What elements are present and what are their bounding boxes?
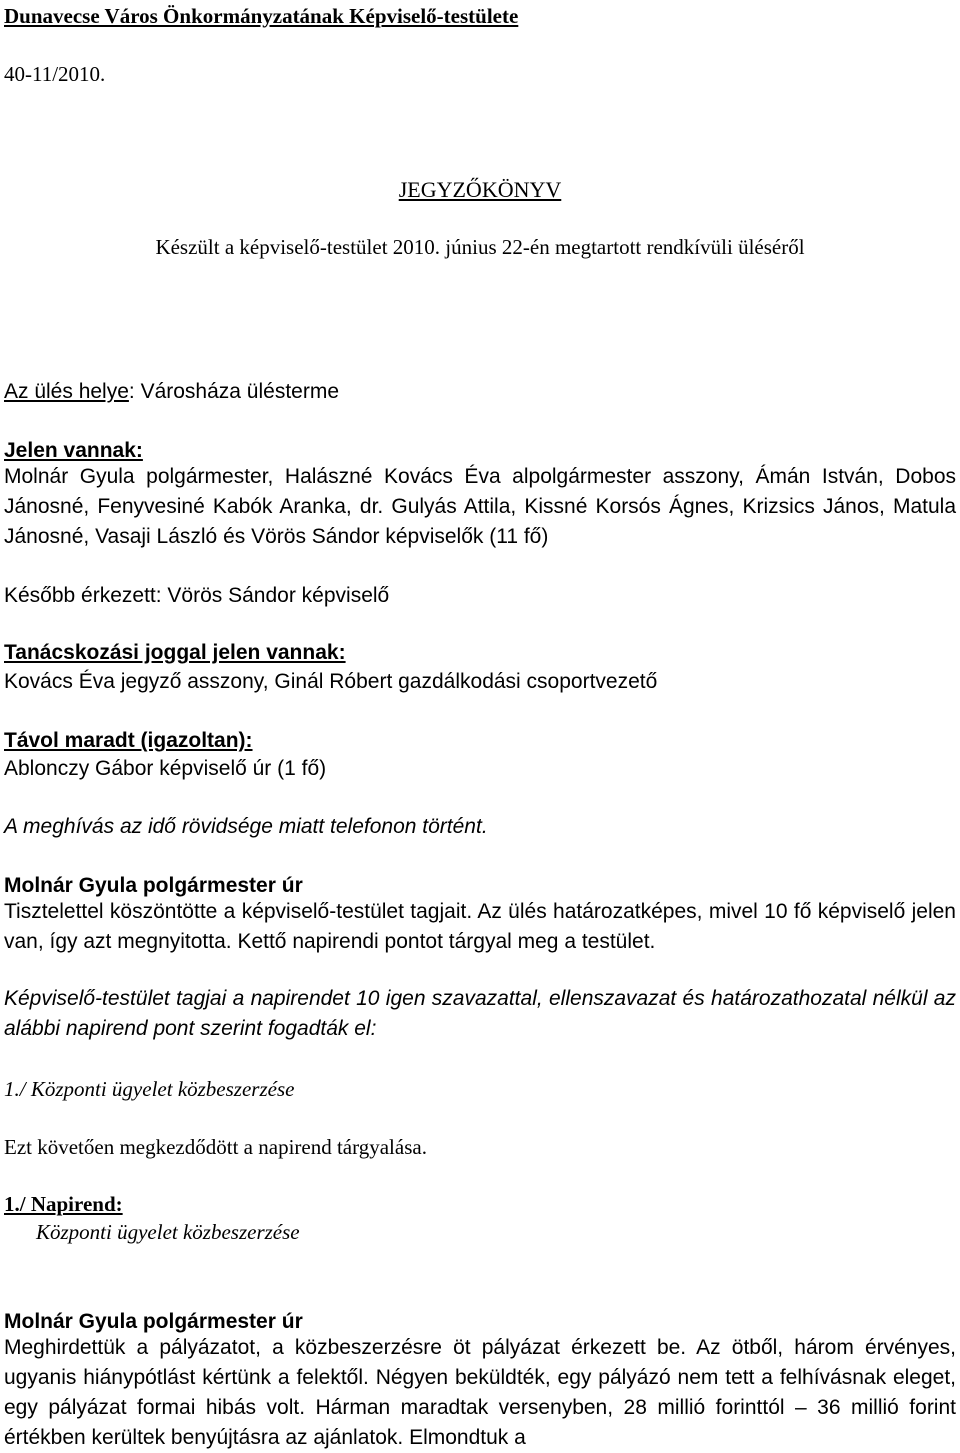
speech2-text: Meghirdettük a pályázatot, a közbeszerzésre öt pályázat érkezett be. Az ötből, három érvényes, ugyanis hiánypótlást kértünk a felektől. Négyen beküldték, egy pályázó nem tett a felhívásnak eleget, egy pályázat formai hibás volt. Hárman maradtak versenyben, 28 millió forinttól – 36 millió forint értékben kerültek benyújtásra az ajánlatok. Elmondtuk a: [4, 1336, 956, 1449]
agenda-start: Ezt követően megkezdődött a napirend tárgyalása.: [4, 1135, 427, 1159]
speech2-speaker: Molnár Gyula polgármester úr: [4, 1310, 303, 1333]
venue-line: [4, 381, 339, 402]
present-label: Jelen vannak:: [4, 439, 143, 462]
document-title: JEGYZŐKÖNYV: [398, 177, 562, 202]
agenda-item: 1./ Központi ügyelet közbeszerzése: [4, 1077, 295, 1101]
agenda-vote: Képviselő-testület tagjai a napirendet 10 igen szavazattal, ellenszavazat és határozathozatal nélkül az alábbi napirend pont szerint fogadták el:: [4, 987, 956, 1040]
venue-label: Az ülés helye: [4, 380, 129, 403]
council-header: Dunavecse Város Önkormányzatának Képviselő-testülete: [4, 4, 519, 28]
document-number: 40-11/2010.: [4, 62, 106, 86]
agenda-section-topic: Központi ügyelet közbeszerzése: [36, 1220, 300, 1244]
absent-list: Ablonczy Gábor képviselő úr (1 fő): [4, 757, 327, 780]
venue-value: : Városháza ülésterme: [128, 380, 340, 403]
invitation-note: A meghívás az idő rövidsége miatt telefonon történt.: [4, 815, 488, 838]
speech1-speaker: Molnár Gyula polgármester úr: [4, 874, 303, 897]
absent-label: Távol maradt (igazoltan):: [4, 729, 253, 752]
document-subtitle: Készült a képviselő-testület 2010. június 22-én megtartott rendkívüli üléséről: [155, 235, 805, 259]
advisory-label: Tanácskozási joggal jelen vannak:: [4, 641, 346, 664]
present-list: Molnár Gyula polgármester, Halászné Kovács Éva alpolgármester asszony, Ámán István, Dobos Jánosné, Fenyvesiné Kabók Aranka, dr. Gulyás Attila, Kissné Korsós Ágnes, Krizsics János, Matula Jánosné, Vasaji László és Vörös Sándor képviselők (11 fő): [4, 465, 956, 548]
speech1-text: Tisztelettel köszöntötte a képviselő-testület tagjait. Az ülés határozatképes, mivel 10 fő képviselő jelen van, így azt megnyitotta. Kettő napirendi pontot tárgyal meg a testület.: [4, 900, 956, 953]
advisory-list: Kovács Éva jegyző asszony, Ginál Róbert gazdálkodási csoportvezető: [4, 670, 658, 693]
late-arrival: Később érkezett: Vörös Sándor képviselő: [4, 584, 390, 607]
agenda-section-label: 1./ Napirend:: [4, 1192, 123, 1216]
